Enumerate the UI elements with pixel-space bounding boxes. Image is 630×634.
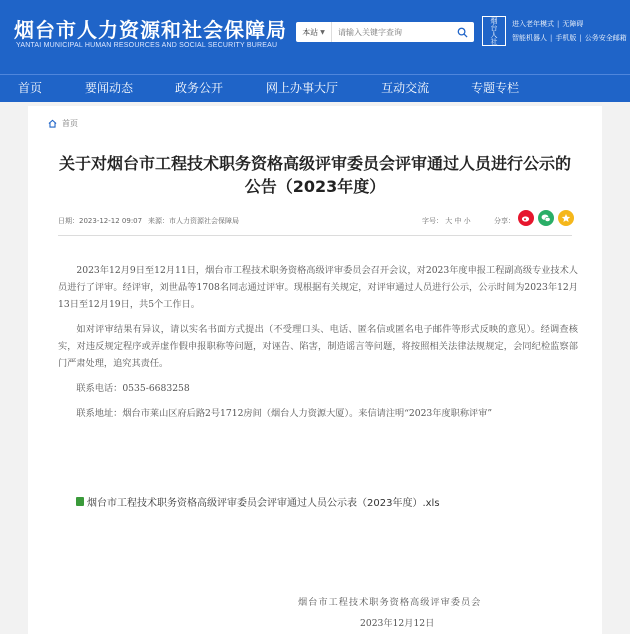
wechat-icon (541, 213, 551, 223)
font-size-control[interactable]: 字号： 大 中 小 (422, 217, 471, 225)
attachment-link[interactable] (76, 494, 440, 509)
star-icon (561, 213, 571, 223)
paragraph: 2023年12月9日至12月11日，烟台市工程技术职务资格高级评审委员会召开会议，对2023年度申报工程副高级专业技术人员进行了评审。经评审，刘世晶等1708名同志通过评审。现根据有关规定，对评审通过人员进行公示，公示时间为2023年12月13日至12月19日，共5个工作日。 (58, 265, 578, 310)
nav-item-interaction[interactable]: 互动交流 (381, 81, 430, 95)
main-nav (0, 74, 630, 102)
divider: | (550, 34, 553, 42)
site-header (0, 0, 630, 74)
search-button[interactable] (450, 22, 474, 42)
email-link[interactable]: 公务安全邮箱 (584, 34, 627, 42)
search-input[interactable] (332, 23, 442, 41)
nav-item-news[interactable]: 要闻动态 (85, 81, 134, 95)
signature-date: 2023年12月12日 (360, 618, 435, 629)
article-meta (58, 212, 572, 228)
share-label: 分享： (494, 217, 515, 225)
nav-item-online-service[interactable]: 网上办事大厅 (266, 81, 339, 95)
attachment-filename: 烟台市工程技术职务资格高级评审委员会评审通过人员公示表（2023年度）.xls (87, 498, 440, 509)
search-scope-select[interactable] (296, 22, 332, 42)
quick-links (512, 17, 628, 45)
meta-divider (58, 235, 572, 236)
site-title[interactable]: 烟台市人力资源和社会保障局 (14, 18, 287, 42)
qr-label: 烟台人社 (490, 17, 498, 45)
chevron-down-icon: ▼ (320, 28, 325, 36)
article-body (58, 262, 578, 430)
nav-item-gov-affairs[interactable]: 政务公开 (175, 81, 224, 95)
signature: 烟台市工程技术职务资格高级评审委员会 (298, 597, 482, 608)
paragraph: 如对评审结果有异议，请以实名书面方式提出（不受理口头、电话、匿名信或匿名电子邮件等形式反映的意见）。经调查核实，对违反规定程序或弄虚作假申报职称等问题，对诬告、陷害，制造谣言等问题，将按照相关法律法规规定，会同纪检监察部门严肃处理，追究其责任。 (58, 324, 578, 369)
wechat-share-button[interactable] (538, 210, 554, 226)
divider: | (557, 20, 560, 28)
nav-item-special[interactable]: 专题专栏 (471, 81, 520, 95)
site-subtitle: YANTAI MUNICIPAL HUMAN RESOURCES AND SOCIAL SECURITY BUREAU (16, 42, 278, 49)
search-box (296, 22, 474, 42)
share-icons (518, 210, 578, 226)
article-title: 关于对烟台市工程技术职务资格高级评审委员会评审通过人员进行公示的公告（2023年度） (58, 154, 571, 196)
search-icon (457, 27, 468, 38)
mobile-link[interactable]: 手机版 (555, 34, 577, 42)
contact-address: 联系地址：烟台市莱山区府后路2号1712房间（烟台人力资源大厦）。来信请注明“2023年度职称评审” (76, 408, 493, 419)
favorite-button[interactable] (558, 210, 574, 226)
xls-file-icon (76, 497, 84, 506)
elder-mode-link[interactable]: 进入老年模式 (512, 20, 554, 28)
weibo-share-button[interactable] (518, 210, 534, 226)
publish-date: 日期：2023-12-12 09:07 (58, 217, 143, 225)
breadcrumb-home-link[interactable]: 首页 (62, 119, 78, 128)
divider: | (579, 34, 582, 42)
nav-item-home[interactable]: 首页 (18, 81, 43, 95)
search-scope-label: 本站 (302, 27, 319, 37)
article-card (28, 106, 602, 634)
accessibility-link[interactable]: 无障碍 (562, 20, 584, 28)
article-source: 来源：市人力资源社会保障局 (148, 217, 239, 225)
contact-phone: 联系电话：0535-6683258 (76, 383, 190, 394)
robot-link[interactable]: 智能机器人 (512, 34, 547, 42)
qr-code-logo[interactable] (482, 16, 506, 46)
weibo-icon (521, 213, 531, 223)
home-icon (48, 119, 57, 128)
breadcrumb (48, 118, 78, 129)
